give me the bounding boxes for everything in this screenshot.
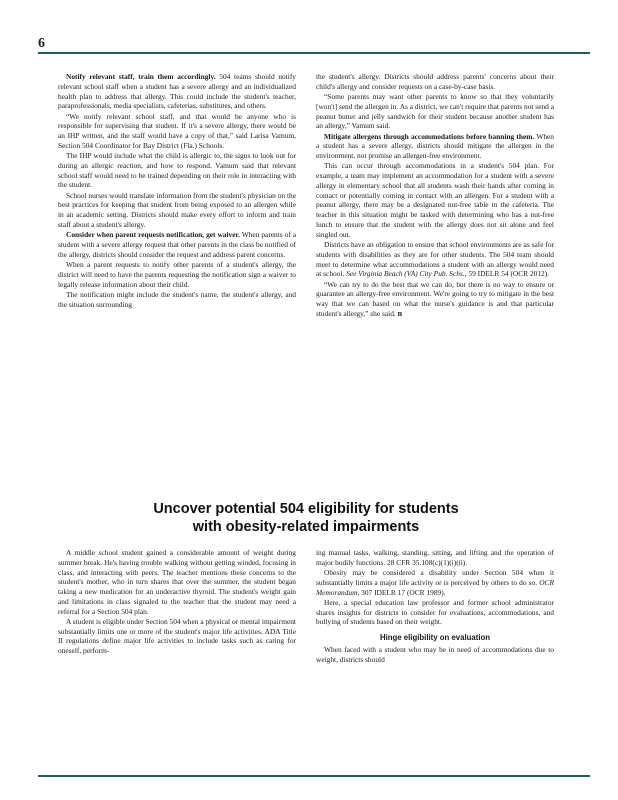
run-in-heading: Consider when parent requests notification, get waiver.: [66, 230, 240, 240]
page-number: 6: [38, 36, 45, 51]
paragraph-text: “Some parents may want other parents to know so that they voluntarily [won't] send the allergen in. As a district, we can't require that parents not send a peanut butter and jelly sandwich for their student because another student has an allergy,” Vamum said.: [316, 92, 554, 131]
paragraph-text: School nurses would translate information from the student's physician on the best practices for keeping that student from being exposed to an allergen while in an academic setting. Districts should make every effort to inform and train staff about a student's allergy.: [58, 190, 296, 229]
paragraph: [316, 240, 554, 279]
paragraph: [58, 72, 296, 111]
paragraph-text: the student's allergy. Districts should address parents' concerns about their child's allergy and consider requests on a case-by-case basis.: [316, 72, 554, 91]
article-bottom: [58, 548, 554, 770]
paragraph: [316, 568, 554, 597]
paragraph-text: When a parent requests to notify other parents of a student's allergy, the district will need to have the parents requesting the notification sign a waiver to legally release information about their child.: [58, 260, 296, 289]
citation-case: See Virginia Beach (VA) City Pub. Schs.: [346, 269, 465, 279]
article-top: [58, 72, 554, 490]
top-right-column: [316, 72, 554, 490]
paragraph-text: 504 teams should notify relevant school staff when a student has a severe allergy and an individualized health plan to address that allergy. This could include the student's teacher, paraprofessionals, media specialists, cafeterias, substitutes, and others.: [58, 72, 296, 111]
paragraph-text: Districts have an obligation to ensure that school environments are as safe for students with disabilities as they are for other students. The 504 team should meet to determine what accommodations a student with an allergy would need at school.: [316, 240, 554, 279]
paragraph: [316, 161, 554, 239]
paragraph-text: When a student has a severe allergy, districts should mitigate the allergen in the environment, not promise an allergen-free environment.: [316, 131, 554, 161]
paragraph: [316, 132, 554, 161]
run-in-heading: Mitigate allergens through accommodations before banning them.: [324, 131, 535, 141]
paragraph: [58, 151, 296, 190]
footer-rule: [38, 775, 590, 777]
paragraph: [58, 548, 296, 616]
paragraph: [58, 230, 296, 259]
paragraph: [58, 617, 296, 656]
paragraph: [316, 645, 554, 665]
paragraph: [316, 72, 554, 92]
paragraph-text: “We notify relevant school staff, and that would be anyone who is responsible for supervising that student. If it's a severe allergy, there would be an IHP written, and the staff would have a copy of that,” said Larisa Vamum, Section 504 Coordinator for Bay District (Fla.) Schools.: [58, 111, 296, 150]
section-title-line1: Uncover potential 504 eligibility for students: [153, 501, 459, 517]
paragraph: [58, 260, 296, 289]
paragraph-text: A middle school student gained a considerable amount of weight during summer break. He's having trouble walking without getting winded, focusing in class, and interacting with peers. The teacher mentions these concerns to the student's mother, who in turn shares that over the summer, the student began taking a new medication for an underactive thyroid. The student's weight gain and limitations in class signaled to the teacher that the student may need a referral for a Section 504 plan.: [58, 548, 296, 616]
paragraph-text: When parents of a student with a severe allergy request that other parents in the class be notified of the allergy, districts should consider the request and address parent concerns.: [58, 230, 296, 259]
paragraph-text: A student is eligible under Section 504 when a physical or mental impairment substantially limits one or more of the student's major life activities. ADA Title II regulations define major life activities to include tasks such as caring for oneself, perform-: [58, 616, 296, 656]
bottom-right-column: [316, 548, 554, 770]
paragraph: [58, 112, 296, 151]
subheading: Hinge eligibility on evaluation: [379, 633, 491, 643]
paragraph-text: The notification might include the student's name, the student's allergy, and the situation surrounding: [58, 289, 296, 309]
section-title-line2: with obesity-related impairments: [192, 519, 420, 535]
paragraph: [316, 280, 554, 320]
paragraph-text: This can occur through accommodations in a student's 504 plan. For example, a team may implement an accommodation for a student with a severe allergy in elementary school that all students wash their hands after coming in contact or potentially coming in contact with an allergen. For a student with a peanut allergy, there may be a designated nut-free table in the cafeteria. The teacher in this situation might be tasked with determining who has a nut-free lunch to ensure that the student with the allergy does not sit alone and feel singled out.: [316, 161, 554, 239]
paragraph-text: The IHP would include what the child is allergic to, the signs to look out for during an allergic reaction, and how to respond. Vamum said that relevant school staff would need to be trained depending on their role in interacting with the student.: [58, 151, 296, 190]
bottom-left-column: [58, 548, 296, 770]
header-rule: [38, 52, 590, 54]
paragraph-text: ing manual tasks, walking, standing, sitting, and lifting and the operation of major bodily functions. 28 CFR 35.108(c)(1)(i)(ii).: [316, 548, 554, 567]
top-left-column: [58, 72, 296, 490]
paragraph-text: Here, a special education law professor and former school administrator shares insights for districts to consider for evaluations, accommodations, and bullying of students based on their weight.: [316, 597, 554, 627]
citation-ref: , 59 IDELR 54 (OCR 2012).: [464, 269, 550, 279]
citation-case: OCR Memorandum: [316, 577, 554, 597]
paragraph-text: When faced with a student who may be in need of accommodations due to weight, districts should: [316, 645, 554, 665]
paragraph: [316, 548, 554, 568]
paragraph-text: Obesity may be considered a disability under Section 504 when it substantially limits a major life activity or is perceived by others to do so.: [316, 568, 554, 587]
citation-ref: , 307 IDELR 17 (OCR 1989).: [357, 587, 446, 597]
section-title: [58, 500, 554, 536]
paragraph: [316, 92, 554, 131]
paragraph: [58, 191, 296, 230]
end-mark: n: [397, 308, 403, 318]
paragraph-text: “We can try to do the best that we can do, but there is no way to ensure or guarantee an allergy-free environment. We're going to try to mitigate in the best way that we can based on what the nurse's guidance is and that particular student's allergy,” she said.: [316, 279, 554, 318]
paragraph: [316, 598, 554, 627]
paragraph: [58, 290, 296, 310]
run-in-heading: Notify relevant staff, train them accordingly.: [66, 72, 216, 81]
